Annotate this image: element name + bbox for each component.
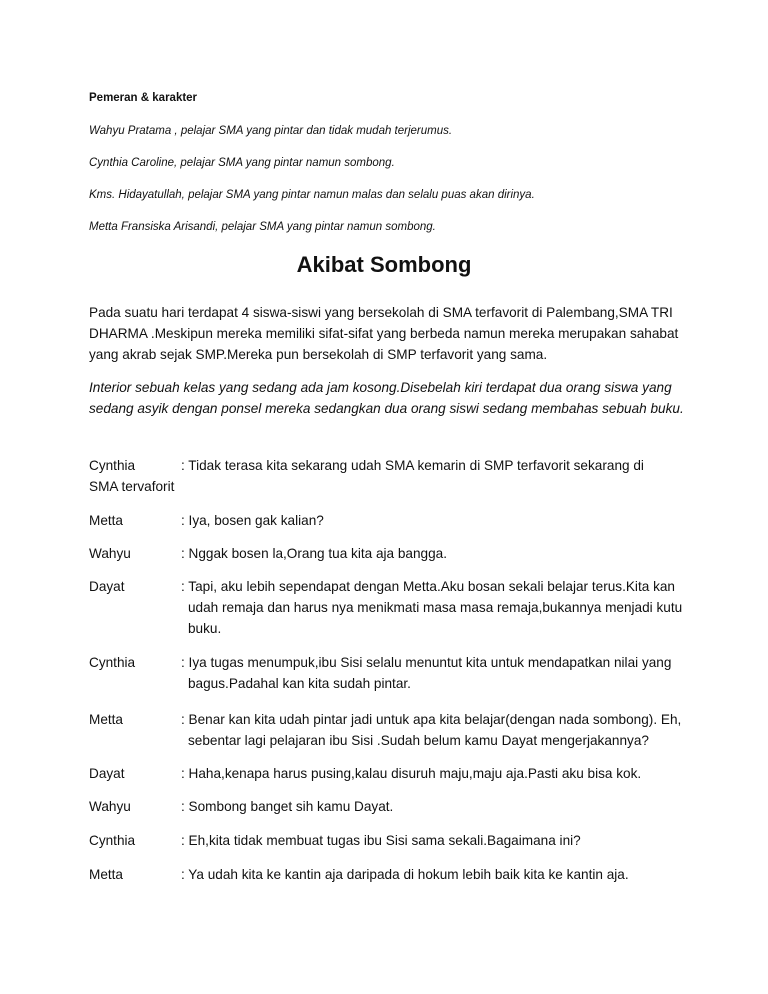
dialogue-line	[89, 543, 689, 564]
dialogue-line	[89, 576, 689, 639]
speaker-name: Cynthia	[89, 833, 136, 848]
dialogue-line	[89, 652, 689, 694]
dialogue-text: : Nggak bosen la,Orang tua kita aja bangga.	[181, 546, 448, 561]
dialogue-text: : Sombong banget sih kamu Dayat.	[181, 799, 394, 814]
intro-paragraph: Pada suatu hari terdapat 4 siswa-siswi yang bersekolah di SMA terfavorit di Palembang,SMA TRI DHARMA .Meskipun mereka memiliki sifat-sifat yang berbeda namun mereka merupakan sahabat yang akrab sejak SMP.Mereka pun bersekolah di SMP terfavorit yang sama.	[89, 305, 679, 362]
dialogue-line	[89, 709, 689, 751]
dialogue-text: : Iya tugas menumpuk,ibu Sisi selalu menuntut kita untuk mendapatkan nilai yang bagus.Padahal kan kita sudah pintar.	[181, 655, 672, 691]
dialogue-text: : Tidak terasa kita sekarang udah SMA kemarin di SMP terfavorit sekarang di	[181, 458, 644, 473]
dialogue-text: : Benar kan kita udah pintar jadi untuk apa kita belajar(dengan nada sombong). Eh, sebentar lagi pelajaran ibu Sisi .Sudah belum kamu Dayat mengerjakannya?	[181, 712, 682, 748]
dialogue-text-continuation: SMA tervaforit	[89, 479, 175, 494]
speaker-name: Metta	[89, 513, 123, 528]
dialogue-line	[89, 455, 689, 497]
speaker-name: Metta	[89, 867, 123, 882]
speaker-name: Wahyu	[89, 799, 131, 814]
speaker-name: Cynthia	[89, 655, 136, 670]
dialogue-text: : Ya udah kita ke kantin aja daripada di hokum lebih baik kita ke kantin aja.	[181, 867, 629, 882]
story-title: Akibat Sombong	[296, 252, 472, 277]
dialogue-text: : Iya, bosen gak kalian?	[181, 513, 324, 528]
cast-item: Cynthia Caroline, pelajar SMA yang pintar namun sombong.	[89, 157, 395, 169]
speaker-name: Cynthia	[89, 458, 136, 473]
dialogue-line	[89, 510, 689, 531]
dialogue-line	[89, 830, 689, 851]
speaker-name: Dayat	[89, 766, 125, 781]
dialogue-text: : Eh,kita tidak membuat tugas ibu Sisi sama sekali.Bagaimana ini?	[181, 833, 581, 848]
speaker-name: Metta	[89, 712, 123, 727]
cast-item: Wahyu Pratama , pelajar SMA yang pintar dan tidak mudah terjerumus.	[89, 125, 453, 137]
cast-item: Metta Fransiska Arisandi, pelajar SMA yang pintar namun sombong.	[89, 221, 436, 233]
dialogue-line	[89, 763, 689, 784]
speaker-name: Wahyu	[89, 546, 131, 561]
dialogue-line	[89, 864, 689, 885]
dialogue-text: : Haha,kenapa harus pusing,kalau disuruh maju,maju aja.Pasti aku bisa kok.	[181, 766, 642, 781]
cast-heading: Pemeran & karakter	[89, 92, 198, 104]
dialogue-line	[89, 796, 689, 817]
speaker-name: Dayat	[89, 579, 125, 594]
stage-direction: Interior sebuah kelas yang sedang ada jam kosong.Disebelah kiri terdapat dua orang siswa yang sedang asyik dengan ponsel mereka sedangkan dua orang siswi sedang membahas sebuah buku.	[89, 380, 684, 416]
cast-item: Kms. Hidayatullah, pelajar SMA yang pintar namun malas dan selalu puas akan dirinya.	[89, 189, 535, 201]
dialogue-text: : Tapi, aku lebih sependapat dengan Metta.Aku bosan sekali belajar terus.Kita kan udah remaja dan harus nya menikmati masa masa remaja,bukannya menjadi kutu buku.	[181, 579, 683, 636]
